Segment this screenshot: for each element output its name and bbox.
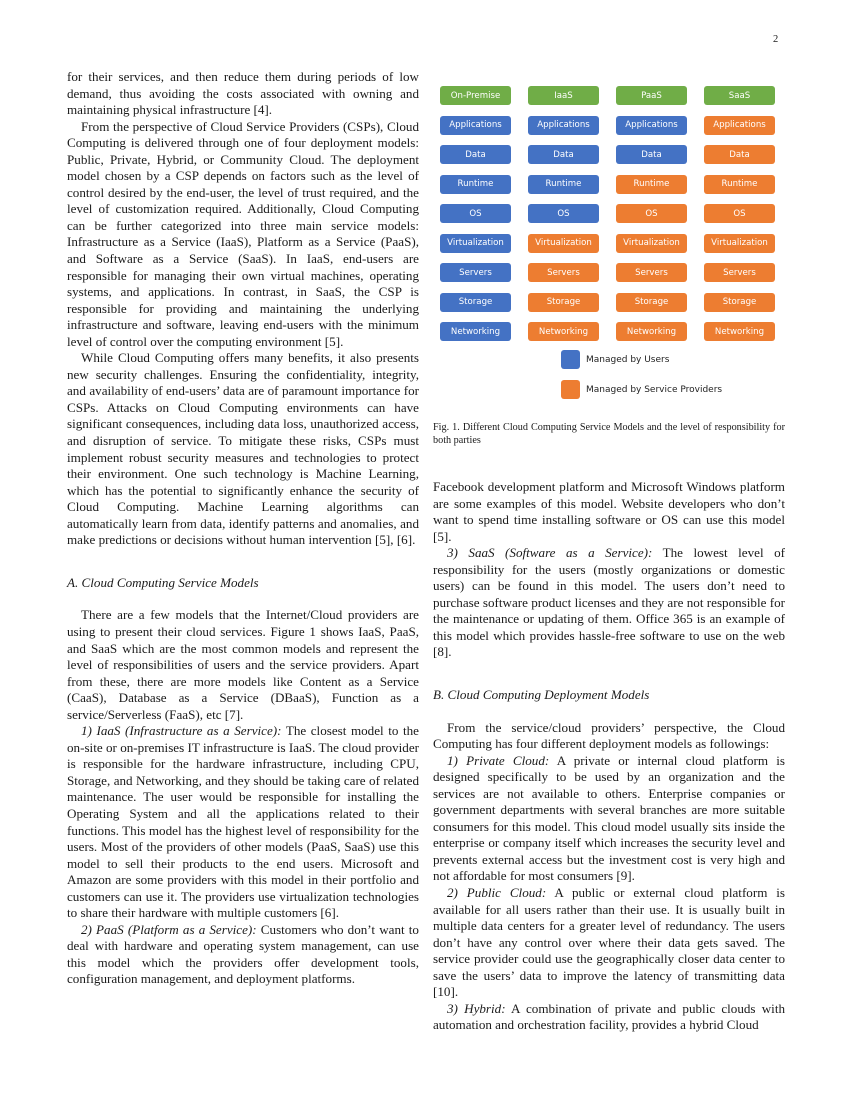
layer-networking-provider: Networking [616,322,687,341]
paragraph-iaas [67,723,419,922]
figure-service-models [433,80,785,410]
paragraph-text: A public or external cloud platform is available for all users rather than their use. It is usually built in multiple data centers for a greater level of redundancy. The users don’t have any control over where their data gets saved. The service provider could use the geographically closer data center to save the users’ data to improve the latency of transmitting data [10]. [433,885,785,1000]
paragraph: There are a few models that the Internet/Cloud providers are using to present their cloud services. Figure 1 shows IaaS, PaaS, and SaaS which are the most common models and represent the level of responsibilities of users and the service providers. Apart from these, there are more models like Content as a Service (CaaS), Database as a Service (DBaaS), Function as a service/Serverless (FaaS), etc [7]. [67,607,419,722]
legend-swatch [561,350,580,369]
paragraph: Facebook development platform and Microsoft Windows platform are some examples of this model. Website developers who don’t want to spend time installing software or OS can use this model [5]. [433,479,785,544]
layer-data-provider: Data [704,145,775,164]
layer-networking-provider: Networking [704,322,775,341]
paragraph-paas [67,922,419,988]
paragraph-hybrid [433,1001,785,1034]
layer-runtime-provider: Runtime [704,175,775,194]
layer-servers-provider: Servers [704,263,775,282]
model-header-iaas: IaaS [528,86,599,105]
model-header-paas: PaaS [616,86,687,105]
layer-virtualization-user: Virtualization [440,234,511,253]
paragraph-text: A combination of private and public clouds with automation and orchestration facility, provides a hybrid Cloud [433,1000,786,1033]
layer-os-user: OS [440,204,511,223]
layer-applications-user: Applications [528,116,599,135]
subheading-paas: 2) PaaS (Platform as a Service): [81,921,257,937]
layer-virtualization-provider: Virtualization [528,234,599,253]
layer-servers-provider: Servers [616,263,687,282]
model-header-on-premise: On-Premise [440,86,511,105]
left-column [67,69,419,988]
layer-os-provider: OS [616,204,687,223]
layer-storage-provider: Storage [704,293,775,312]
paragraph-text: The closest model to the on-site or on-premises IT infrastructure is IaaS. The cloud provider is responsible for the hardware infrastructure, including CPU, Storage, and Networking, and they should be taking care of related maintenance. The user would be responsible for installing the Operating System and all the applications related to their functions. This model has the highest level of responsibility for the users. Most of the providers of other models (PaaS, SaaS) use this model to sell their products to the end users. Microsoft and Amazon are some providers with this model in their portfolio and customers can use it. The providers use virtualization technologies to share their hardware with multiple customers [6]. [67,723,419,921]
legend-item-provider [561,380,722,399]
layer-runtime-user: Runtime [528,175,599,194]
layer-storage-provider: Storage [528,293,599,312]
paragraph-text: The lowest level of responsibility for the users (mostly organizations or domestic users) can be found in this model. The users don’t need to purchase software product licenses and they are not responsible for the maintenance or updating of them. Office 365 is an example of this model which provides hassle-free software to use on the web [8]. [433,545,785,660]
subheading-iaas: 1) IaaS (Infrastructure as a Service): [81,723,282,739]
layer-storage-user: Storage [440,293,511,312]
paragraph-saas [433,545,785,661]
paragraph: From the service/cloud providers’ perspective, the Cloud Computing has four different deployment models as followings: [433,719,785,752]
layer-applications-user: Applications [440,116,511,135]
paragraph: From the perspective of Cloud Service Providers (CSPs), Cloud Computing is delivered through one of four deployment models: Public, Private, Hybrid, or Community Cloud. The deployment model chosen by a CSP depends on factors such as the level of control desired by the end-user, the level of trust required, and the level of customization required. Additionally, Cloud Computing can be further categorized into three main service models: Infrastructure as a Service (IaaS), Platform as a Service (PaaS), and Software as a Service (SaaS). In IaaS, end-users are responsible for managing their own virtual machines, operating systems, and applications. In contrast, in SaaS, the CSP is responsible for providing and maintaining the underlying infrastructure and software, leaving end-users with the minimum level of control over the computing environment [5]. [67,118,419,349]
layer-data-user: Data [616,145,687,164]
layer-data-user: Data [528,145,599,164]
layer-applications-provider: Applications [704,116,775,135]
paragraph-public [433,885,785,1001]
layer-virtualization-provider: Virtualization [616,234,687,253]
layer-virtualization-provider: Virtualization [704,234,775,253]
layer-os-user: OS [528,204,599,223]
layer-runtime-provider: Runtime [616,175,687,194]
legend-label: Managed by Service Providers [586,384,723,395]
layer-data-user: Data [440,145,511,164]
paragraph-private [433,753,785,885]
layer-networking-user: Networking [440,322,511,341]
legend-item-user [561,350,669,369]
subheading-hybrid: 3) Hybrid: [447,1000,506,1016]
subheading-saas: 3) SaaS (Software as a Service): [447,545,653,561]
legend-swatch [561,380,580,399]
paragraph: While Cloud Computing offers many benefits, it also presents new security challenges. Ensuring the confidentiality, integrity, and availability of end-users’ data are of paramount importance for CSPs. Attacks on Cloud Computing environments can have significant consequences, including data loss, unauthorized access, and disruption of service. To mitigate these risks, CSPs must implement robust security measures and technologies to protect their environment. One such technology is Machine Learning, which has the potential to significantly enhance the security of Cloud Computing. Machine Learning algorithms can automatically learn from data, identify patterns and anomalies, and make predictions or decisions without human intervention [5], [6]. [67,350,419,548]
paragraph: for their services, and then reduce them during periods of low demand, thus avoiding the costs associated with owning and maintaining physical infrastructure [4]. [67,69,419,118]
model-header-saas: SaaS [704,86,775,105]
section-heading-a: A. Cloud Computing Service Models [67,574,259,590]
layer-servers-provider: Servers [528,263,599,282]
layer-runtime-user: Runtime [440,175,511,194]
page-number: 2 [773,34,779,45]
layer-applications-user: Applications [616,116,687,135]
subheading-private-cloud: 1) Private Cloud: [447,752,550,768]
right-column [433,479,785,1034]
layer-os-provider: OS [704,204,775,223]
paragraph-text: A private or internal cloud platform is designed specifically to be used by an organization and the services are not available to others. Enterprise companies or government departments with several branches are more suitable consumers for this model. This cloud model usually sits inside the enterprise or company itself which increases the security level and prevents external access but the investment cost is very high and not affordable for most consumers [9]. [433,752,785,884]
legend-label: Managed by Users [586,354,670,365]
paragraph-text: Customers who don’t want to deal with hardware and operating system management, can use this model which the providers offer development tools, configuration management, and deployment platforms. [67,921,419,987]
layer-networking-provider: Networking [528,322,599,341]
figure-caption: Fig. 1. Different Cloud Computing Service Models and the level of responsibility for both parties [433,422,785,446]
subheading-public-cloud: 2) Public Cloud: [447,885,547,901]
layer-servers-user: Servers [440,263,511,282]
layer-storage-provider: Storage [616,293,687,312]
section-heading-b: B. Cloud Computing Deployment Models [433,687,650,703]
